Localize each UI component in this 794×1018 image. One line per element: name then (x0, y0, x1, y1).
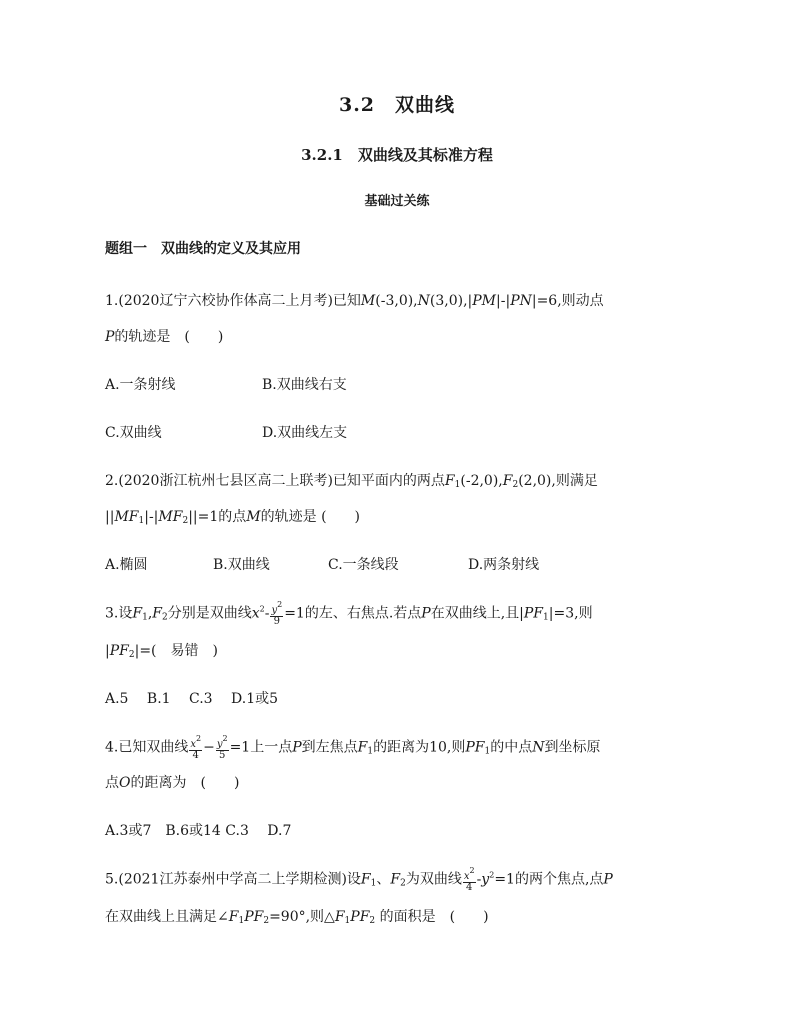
q1-option-d: D.双曲线左支 (262, 425, 348, 441)
q1-option-c: C.双曲线 (105, 425, 162, 441)
q2-option-c: C.一条线段 (328, 557, 399, 573)
q2-option-d: D.两条射线 (468, 557, 540, 573)
q2-line2: $||MF_1|-|MF_2||=1$的点M的轨迹是 ( ) (105, 509, 360, 526)
q3-options: A.5 B.1 C.3 D.1或5 (105, 691, 279, 707)
q1-line2: P的轨迹是 ( ) (105, 329, 224, 345)
q2-line1: 2.(2020浙江杭州七县区高二上联考)已知平面内的两点$F_1(-2,0),F_2(2,0)$,则满足 (105, 473, 598, 490)
q3-line2: $|PF_2|=$( 易错 ) (105, 643, 218, 660)
q1-option-b: B.双曲线右支 (262, 377, 347, 393)
page-subtitle: 3.2.1 双曲线及其标准方程 (301, 146, 493, 164)
q2-option-b: B.双曲线 (213, 557, 270, 573)
section-heading: 基础过关练 (364, 194, 430, 209)
q4-line2: 点O的距离为 ( ) (105, 775, 240, 791)
page-title: 3.2 双曲线 (338, 94, 456, 116)
fraction: $\frac{x^2}{4}$ (463, 866, 475, 893)
fraction: $\frac{y^2}{9}$ (271, 600, 283, 627)
q1-line1: 1.(2020辽宁六校协作体高二上月考)已知M(-3,0),N(3,0),|PM|-|PN|=6,则动点 (105, 293, 604, 309)
q5-line2: 在双曲线上且满足$\angle F_1PF_2=90^\circ$,则$\triangle F_1PF_2$ 的面积是 ( ) (105, 909, 489, 926)
fraction: $\frac{x^2}{4}$ (190, 734, 202, 761)
q3-line1: 3.设$F_1,F_2$分别是双曲线$x^2-$ $\frac{y^2}{9}$ =1的左、右焦点.若点P在双曲线上,且$|PF_1|=3$,则 (105, 600, 593, 627)
q5-line1: 5.(2021江苏泰州中学高二上学期检测)设$F_1$、$F_2$为双曲线 $\frac{x^2}{4}$ $-y^2=1$的两个焦点,点P (105, 866, 613, 893)
fraction: $\frac{y^2}{5}$ (216, 734, 228, 761)
group-heading: 题组一 双曲线的定义及其应用 (105, 241, 301, 257)
q4-line1: 4.已知双曲线 $\frac{x^2}{4}$ − $\frac{y^2}{5}$ =1上一点P到左焦点$F_1$的距离为10,则$PF_1$的中点N到坐标原 (105, 734, 601, 761)
q1-option-a: A.一条射线 (105, 377, 176, 393)
q2-option-a: A.椭圆 (105, 557, 148, 573)
q4-options: A.3或7 B.6或14 C.3 D.7 (105, 823, 292, 839)
